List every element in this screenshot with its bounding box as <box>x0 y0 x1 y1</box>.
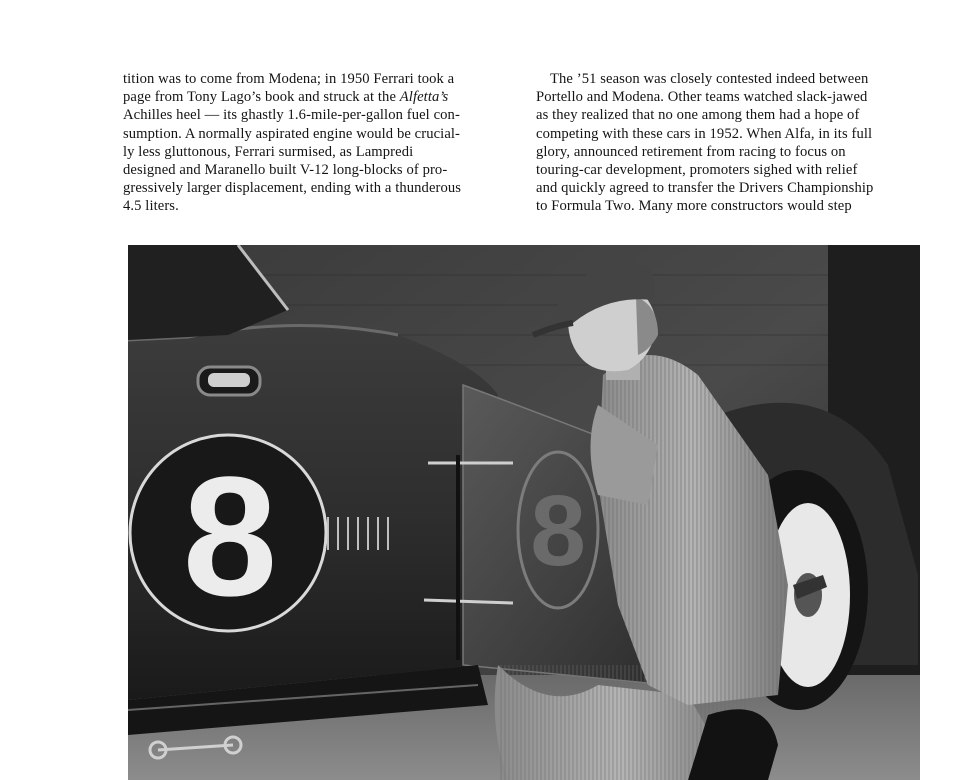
race-car-photo <box>128 245 920 780</box>
text-line: 4.5 liters. <box>123 198 179 215</box>
text-line: glory, announced retirement from racing to focus on <box>536 143 846 160</box>
italic-term: Alfetta’s <box>399 89 449 106</box>
text-line <box>123 88 513 106</box>
panel-number: 8 <box>530 475 586 587</box>
text-line: Achilles heel — its ghastly 1.6-mile-per-gallon fuel con- <box>123 107 460 124</box>
text-line: to Formula Two. Many more constructors would step <box>536 198 852 215</box>
text-line: sumption. A normally aspirated engine would be crucial- <box>123 125 461 142</box>
text-line: tition was to come from Modena; in 1950 Ferrari took a <box>123 71 455 87</box>
text-line: gressively larger displacement, ending with a thunderous <box>123 180 462 197</box>
text-line: touring-car development, promoters sighed with relief <box>536 162 858 179</box>
left-text-column <box>123 70 513 216</box>
text-segment: page from Tony Lago’s book and struck at the <box>123 89 400 106</box>
text-line: as they realized that no one among them had a hope of <box>536 107 860 124</box>
text-line: The ’51 season was closely contested indeed between <box>550 71 869 87</box>
text-line: designed and Maranello built V-12 long-blocks of pro- <box>123 162 448 179</box>
text-line: competing with these cars in 1952. When Alfa, in its full <box>536 125 873 142</box>
text-line: and quickly agreed to transfer the Drivers Championship <box>536 180 874 197</box>
race-number-roundel <box>130 435 326 632</box>
text-line: ly less gluttonous, Ferrari surmised, as Lampredi <box>123 143 414 160</box>
right-text-column <box>536 70 926 216</box>
race-number: 8 <box>182 442 278 632</box>
text-line: Portello and Modena. Other teams watched slack-jawed <box>536 89 868 106</box>
